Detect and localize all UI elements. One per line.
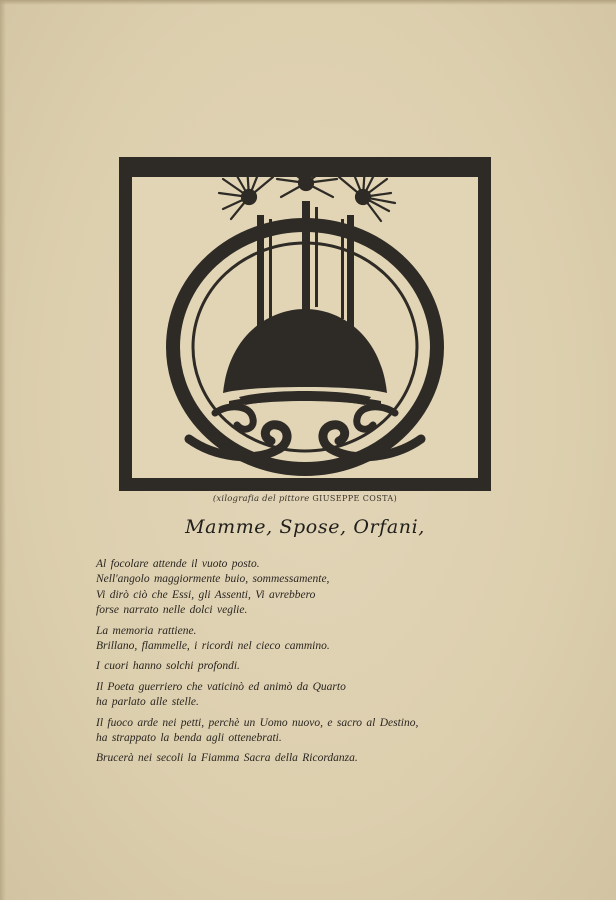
caption-artist: GIUSEPPE COSTA) [312,494,398,503]
stanza [96,751,506,766]
stanza [96,659,506,674]
poem-line: Al focolare attende il vuoto posto. [96,558,260,570]
poem-line: Brillano, flammelle, i ricordi nel cieco cammino. [96,640,330,653]
woodcut-illustration [119,157,491,491]
page-top-shadow [0,0,616,5]
poem-line: ha parlato alle stelle. [96,696,199,709]
poem-line: Brucerà nei secoli la Fiamma Sacra della Ricordanza. [96,752,358,765]
poem-title: Mamme, Spose, Orfani, [185,516,425,538]
poem-line: Nell'angolo maggiormente buio, sommessamente, [96,573,330,586]
caption-prefix: (xilografia del pittore [212,494,310,504]
poem-line: ha strappato la benda agli ottenebrati. [96,732,282,745]
poem-line: Vi dirò ciò che Essi, gli Assenti, Vi avrebbero [96,588,316,601]
poem-line: La memoria rattiene. [96,624,197,637]
poem-body [96,557,506,772]
illustration-caption [119,494,491,504]
stanza [96,557,506,619]
stanza [96,680,506,711]
poem-line: forse narrato nelle dolci veglie. [96,604,248,617]
stanza [96,716,506,747]
poem-line: Il Poeta guerriero che vaticinò ed animò da Quarto [96,680,346,693]
stanza [96,624,506,655]
poem-line: Il fuoco arde nei petti, perchè un Uomo nuovo, e sacro al Destino, [96,716,419,729]
poem-line: I cuori hanno solchi profondi. [96,660,240,673]
page-edge-shadow [0,0,6,900]
